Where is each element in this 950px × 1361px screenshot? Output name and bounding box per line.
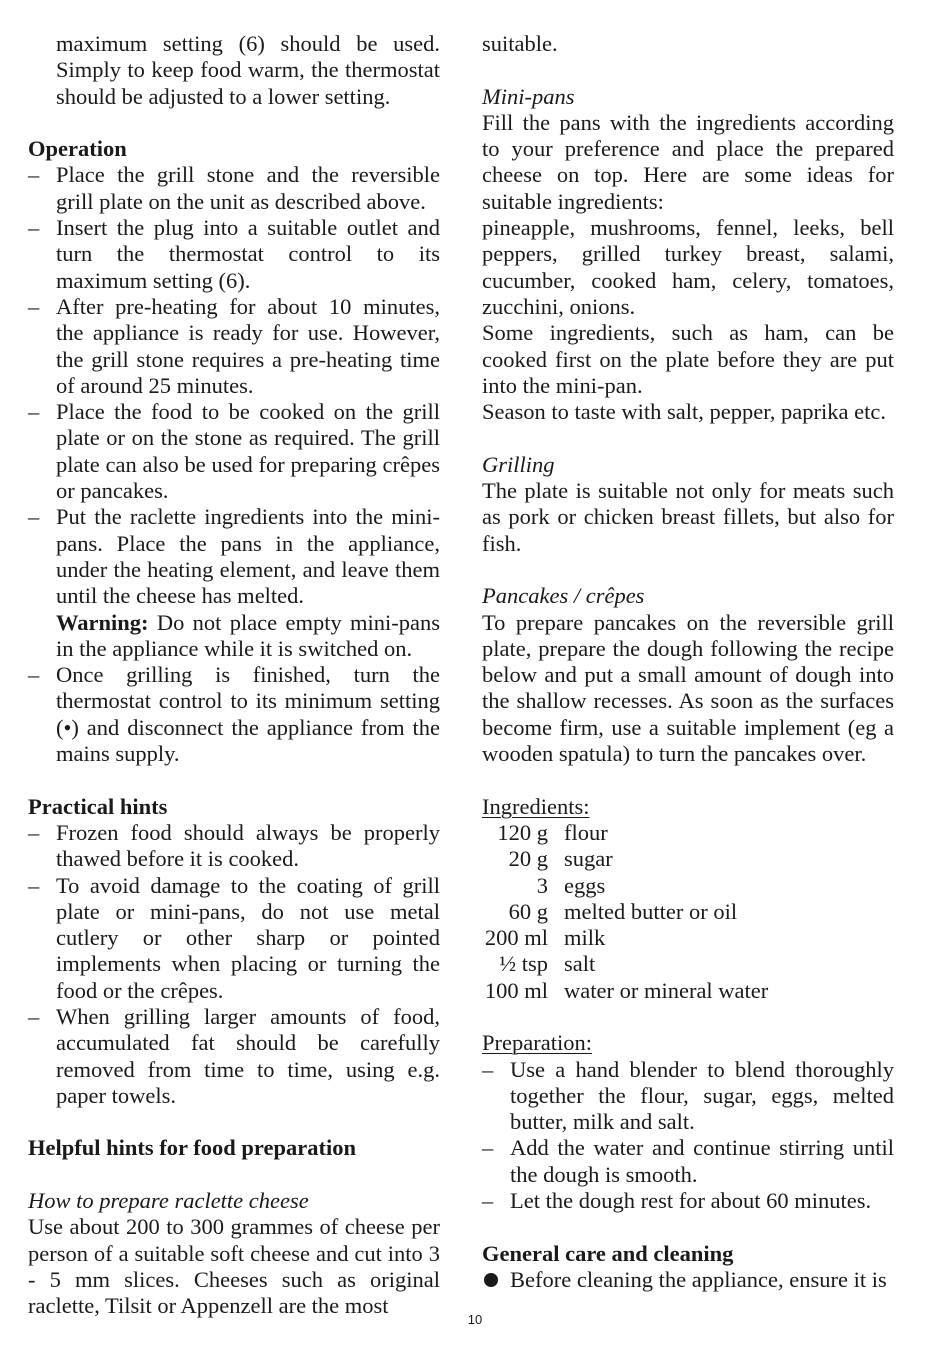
warning-note [28,610,440,663]
warning-text: Do not place empty mini-pans in the appliance while it is switched on. [56,609,440,661]
list-item: – Insert the plug into a suitable outlet and turn the thermostat control to its maximum setting (6). [28,215,440,294]
page-number: 10 [467,1312,483,1327]
list-item: – Place the food to be cooked on the grill plate or on the stone as required. The grill plate can also be used for preparing crêpes or pancakes. [28,399,440,504]
list-item: – Frozen food should always be properly thawed before it is cooked. [28,820,440,873]
ingredient-name: melted butter or oil [564,898,738,924]
ingredient-quantity: 60 g [508,898,548,924]
warning-label: Warning: [56,609,149,635]
preparation-list [482,1057,894,1215]
mini-pans-ingredients: pineapple, mushrooms, fennel, leeks, bell peppers, grilled turkey breast, salami, cucumber, cooked ham, celery, tomatoes, zucchini, onions. [482,215,894,319]
bullet-dot-icon [484,1273,498,1287]
ingredient-quantity: ½ tsp [499,951,548,977]
ingredient-name: salt [564,951,596,977]
right-column [482,31,894,1293]
practical-hints-list [28,820,440,1109]
mini-pans-paragraph: Fill the pans with the ingredients according to your preference and place the prepared cheese on top. Here are some ideas for suitable ingredients: [482,109,894,214]
raclette-cheese-subheading: How to prepare raclette cheese [28,1188,309,1214]
ingredient-quantity: 100 ml [484,977,548,1003]
list-item: – Let the dough rest for about 60 minutes. [482,1188,894,1214]
helpful-hints-heading: Helpful hints for food preparation [28,1135,356,1161]
ingredient-quantity: 3 [536,872,548,898]
ingredients-table [482,820,768,1004]
mini-pans-paragraph: Season to taste with salt, pepper, paprika etc. [482,399,886,425]
list-item: – Place the grill stone and the reversible grill plate on the unit as described above. [28,162,440,215]
care-heading: General care and cleaning [482,1240,734,1266]
operation-list [28,162,440,609]
grilling-text: The plate is suitable not only for meats such as pork or chicken breast fillets, but also for fish. [482,478,894,556]
list-item: – Use a hand blender to blend thoroughly together the flour, sugar, eggs, melted butter, milk and salt. [482,1057,894,1136]
list-item: – After pre-heating for about 10 minutes, the appliance is ready for use. However, the grill stone requires a pre-heating time of around 25 minutes. [28,294,440,399]
grilling-subheading: Grilling [482,451,555,477]
ingredients-heading: Ingredients: [482,793,590,819]
list-item: – Put the raclette ingredients into the mini-pans. Place the pans in the appliance, under the heating element, and leave them until the cheese has melted. [28,504,440,609]
ingredient-name: sugar [564,846,613,872]
intro-paragraph: maximum setting (6) should be used. Simply to keep food warm, the thermostat should be adjusted to a lower setting. [56,31,440,109]
list-item: – To avoid damage to the coating of grill plate or mini-pans, do not use metal cutlery or other sharp or pointed implements when placing or turning the food or the crêpes. [28,873,440,1004]
table-row [482,873,768,899]
practical-hints-heading: Practical hints [28,793,168,819]
ingredient-name: eggs [564,872,606,898]
pancakes-text: To prepare pancakes on the reversible grill plate, prepare the dough following the recipe below and put a small amount of dough into the shallow recesses. As soon as the surfaces become firm, use a suitable implement (eg a wooden spatula) to turn the pancakes over. [482,609,894,767]
list-item: – Add the water and continue stirring until the dough is smooth. [482,1135,894,1188]
ingredient-quantity: 120 g [497,819,548,845]
mini-pans-paragraph: Some ingredients, such as ham, can be cooked first on the plate before they are put into the mini-pan. [482,320,894,398]
care-bullet-item [482,1267,894,1293]
raclette-cheese-text: Use about 200 to 300 grammes of cheese per person of a suitable soft cheese and cut into 3 - 5 mm slices. Cheeses such as original raclette, Tilsit or Appenzell are the most [28,1214,440,1319]
ingredient-name: flour [564,819,608,845]
table-row [482,899,768,925]
table-row [482,951,768,977]
table-row [482,846,768,872]
list-item: – Once grilling is finished, turn the thermostat control to its minimum setting (•) and disconnect the appliance from the mains supply. [28,662,440,767]
operation-list-end [28,662,440,767]
ingredient-quantity: 20 g [508,846,548,872]
ingredient-name: milk [564,925,606,951]
ingredient-quantity: 200 ml [484,925,548,951]
continuation-text: suitable. [482,31,558,56]
care-bullet-text: Before cleaning the appliance, ensure it is [510,1266,887,1292]
table-row [482,925,768,951]
operation-heading: Operation [28,136,127,162]
pancakes-subheading: Pancakes / crêpes [482,583,645,609]
ingredient-name: water or mineral water [564,977,769,1003]
list-item: – When grilling larger amounts of food, accumulated fat should be carefully removed from time to time, using e.g. paper towels. [28,1004,440,1109]
table-row [482,820,768,846]
mini-pans-subheading: Mini-pans [482,83,575,109]
preparation-heading: Preparation: [482,1030,592,1056]
left-column [28,31,440,1320]
table-row [482,978,768,1004]
